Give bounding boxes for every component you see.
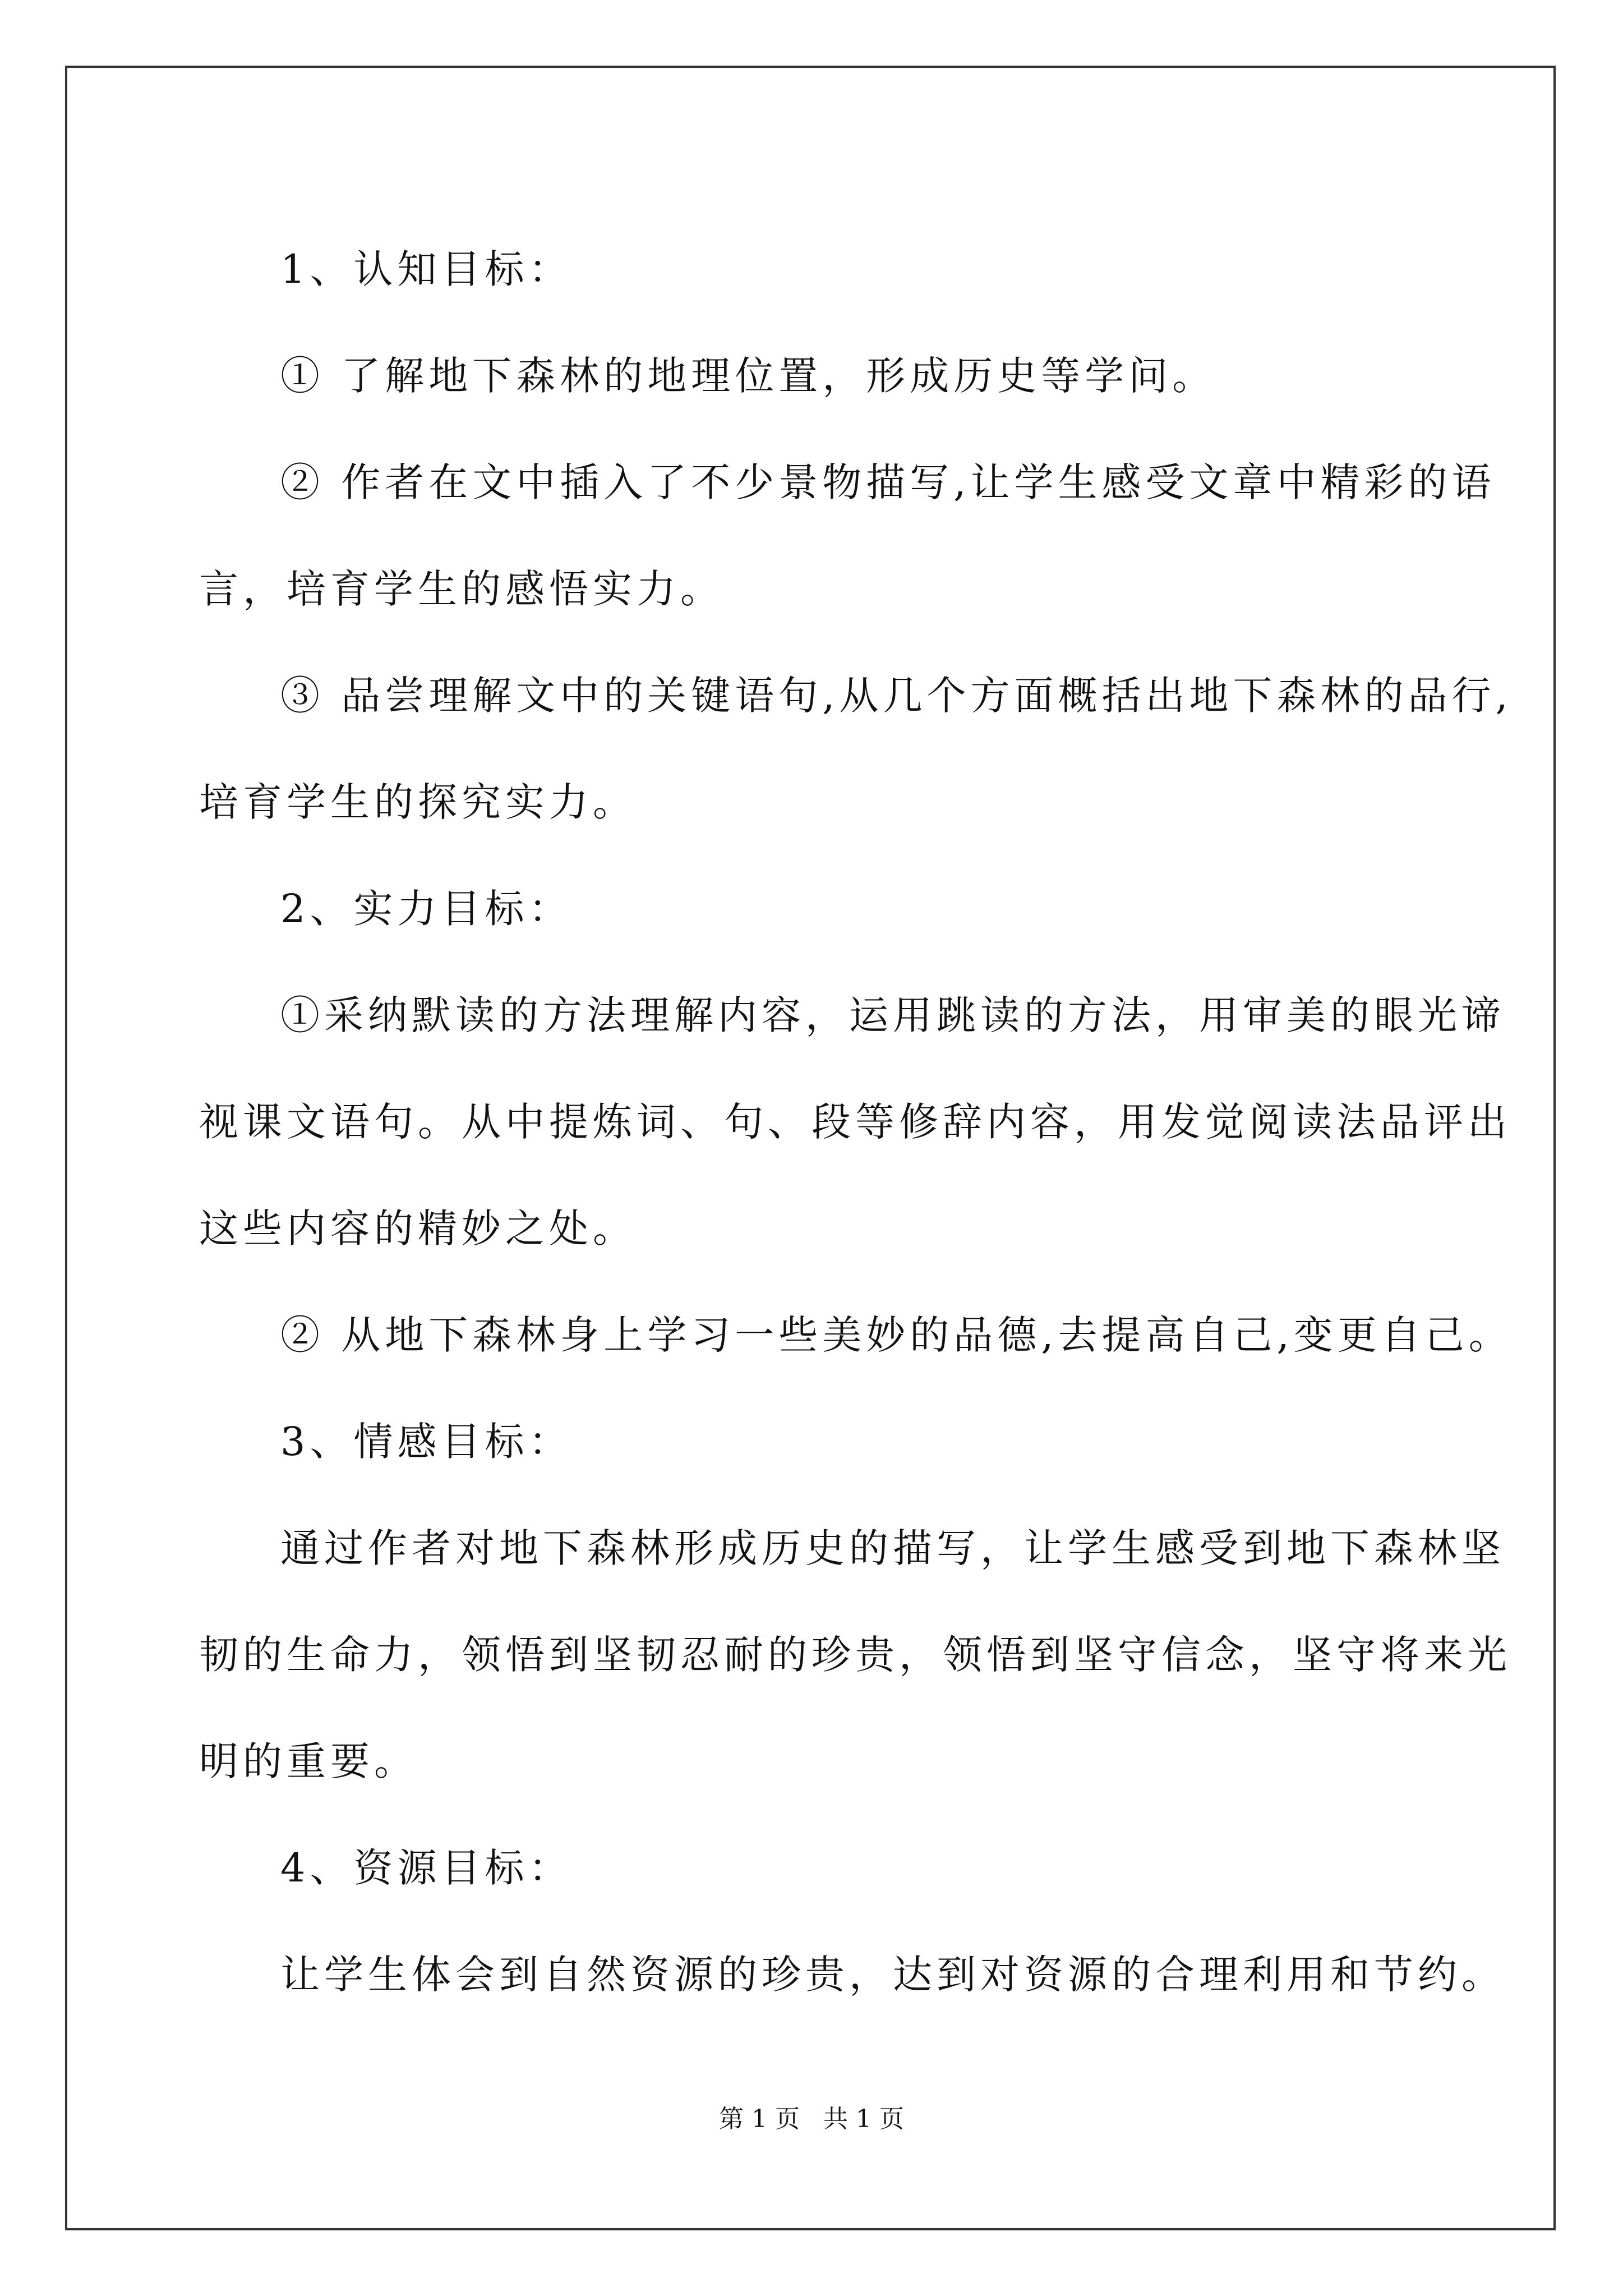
- resource-goal: 让学生体会到自然资源的珍贵，达到对资源的合理利用和节约。: [280, 1952, 1505, 1998]
- cognitive-goal-1: ① 了解地下森林的地理位置，形成历史等学问。: [280, 353, 1216, 399]
- document-body: [199, 216, 1513, 2028]
- cognitive-goal-3-line-2: 培育学生的探究实力。: [199, 779, 637, 825]
- emotion-goal-line-2: 韧的生命力，领悟到坚韧忍耐的珍贵，领悟到坚守信念，坚守将来光: [199, 1632, 1511, 1678]
- heading-cognitive-goals: 1、认知目标：: [280, 246, 573, 292]
- ability-goal-1-line-2: 视课文语句。从中提炼词、句、段等修辞内容，用发觉阅读法品评出: [199, 1099, 1511, 1145]
- cognitive-goal-3-line-1: ③ 品尝理解文中的关键语句,从几个方面概括出地下森林的品行,: [280, 673, 1513, 719]
- emotion-goal-line-3: 明的重要。: [199, 1738, 418, 1784]
- cognitive-goal-2-line-1: ② 作者在文中插入了不少景物描写,让学生感受文章中精彩的语: [280, 459, 1496, 505]
- heading-ability-goals: 2、实力目标：: [280, 886, 573, 932]
- cognitive-goal-2-line-2: 言，培育学生的感悟实力。: [199, 566, 724, 612]
- ability-goal-2: ② 从地下森林身上学习一些美妙的品德,去提高自己,变更自己。: [280, 1312, 1513, 1358]
- page-number-footer: 第 1 页 共 1 页: [719, 2105, 904, 2133]
- ability-goal-1-line-1: ①采纳默读的方法理解内容，运用跳读的方法，用审美的眼光谛: [280, 992, 1505, 1038]
- ability-goal-1-line-3: 这些内容的精妙之处。: [199, 1205, 637, 1251]
- heading-emotion-goals: 3、情感目标：: [280, 1419, 573, 1465]
- heading-resource-goals: 4、资源目标：: [280, 1845, 573, 1891]
- emotion-goal-line-1: 通过作者对地下森林形成历史的描写，让学生感受到地下森林坚: [280, 1525, 1505, 1571]
